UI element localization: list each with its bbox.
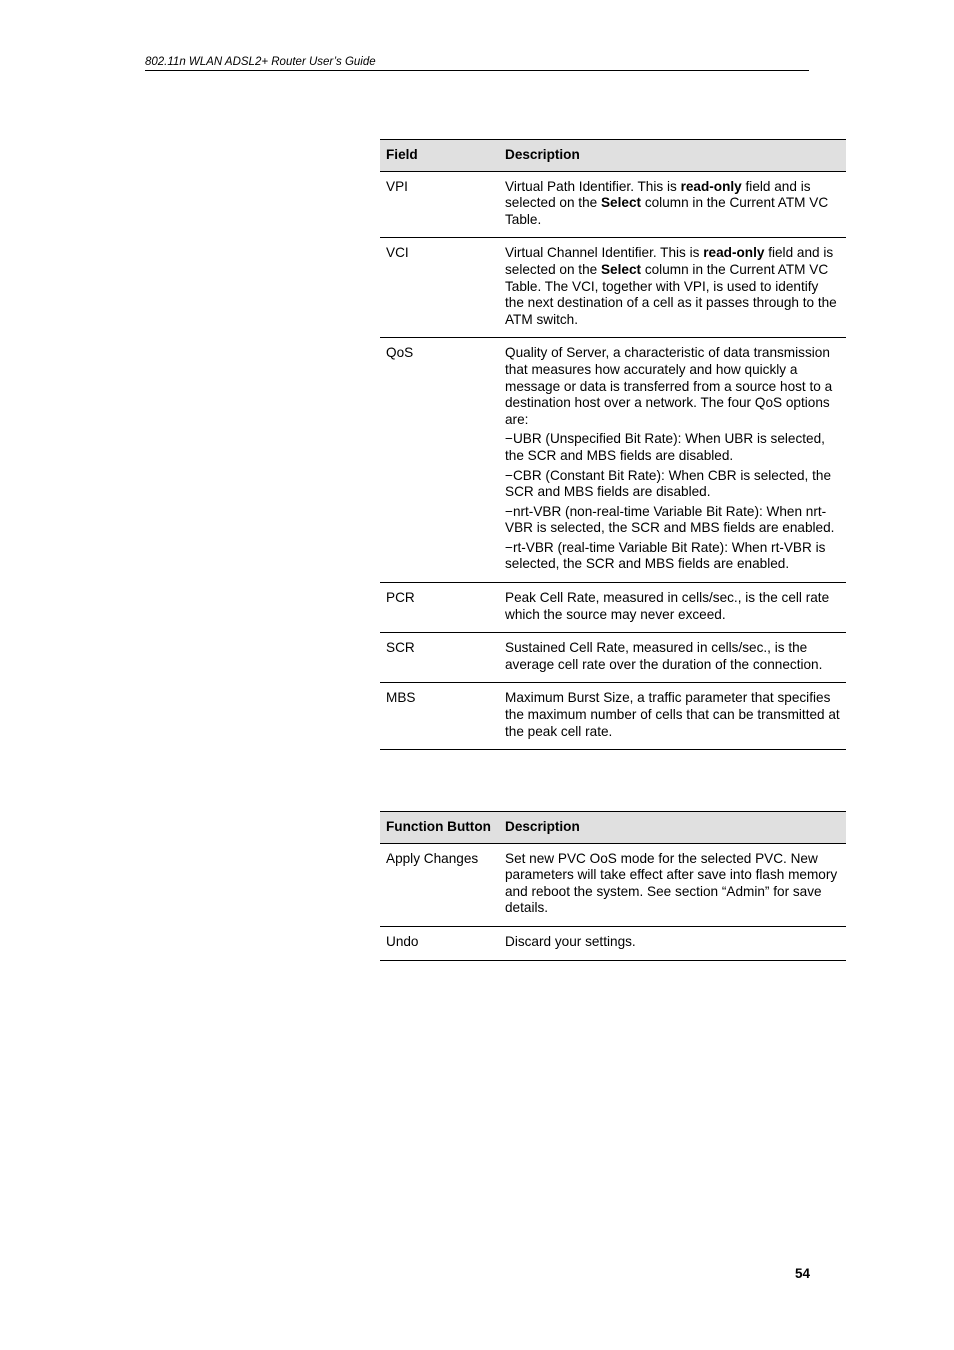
description-paragraph: Peak Cell Rate, measured in cells/sec., is the cell rate which the source may never exceed.: [505, 590, 830, 622]
field-name-cell: VCI: [380, 238, 499, 338]
bold-term: Select: [600, 261, 642, 277]
field-description-table: [380, 139, 846, 750]
table-row: [380, 843, 846, 926]
table-row: [380, 633, 846, 683]
table-row: [380, 583, 846, 633]
column-header-field: Field: [380, 140, 499, 172]
description-paragraph: Maximum Burst Size, a traffic parameter that specifies the maximum number of cells that can be transmitted at the peak cell rate.: [505, 690, 840, 739]
field-name-cell: Apply Changes: [380, 843, 499, 926]
description-cell: [499, 926, 846, 960]
table-row: [380, 238, 846, 338]
description-cell: [499, 683, 846, 750]
description-cell: [499, 633, 846, 683]
page-number: 54: [794, 1266, 810, 1281]
description-text: column in the Current ATM VC Table. The VCI, together with VPI, is used to identify the next destination of a cell as it passes through to the ATM switch.: [505, 261, 837, 327]
field-name-cell: Undo: [380, 926, 499, 960]
description-cell: [499, 338, 846, 583]
table-row: [380, 338, 846, 583]
description-cell: [499, 843, 846, 926]
bold-term: Select: [600, 195, 642, 211]
description-text: Virtual Channel Identifier. This is: [505, 245, 704, 261]
field-name-cell: MBS: [380, 683, 499, 750]
description-text: field and is selected on the: [505, 245, 834, 277]
table-header-row: [380, 812, 846, 844]
column-header-description: Description: [499, 140, 846, 172]
column-header-function-button: Function Button: [380, 812, 499, 844]
description-paragraph: Quality of Server, a characteristic of data transmission that measures how accurately and how quickly a message or data is transferred from a source host to a destination host over a network. The four QoS options are:: [505, 345, 833, 427]
table-row: [380, 926, 846, 960]
function-button-table: [380, 811, 846, 961]
description-text: column in the Current ATM VC Table.: [505, 195, 829, 227]
field-name-cell: VPI: [380, 171, 499, 238]
description-cell: [499, 238, 846, 338]
description-paragraph: −UBR (Unspecified Bit Rate): When UBR is selected, the SCR and MBS fields are disabled.: [505, 431, 825, 463]
description-paragraph: Sustained Cell Rate, measured in cells/sec., is the average cell rate over the duration of the connection.: [505, 640, 823, 672]
description-paragraph: [505, 179, 840, 229]
field-name-cell: SCR: [380, 633, 499, 683]
field-name-cell: QoS: [380, 338, 499, 583]
description-cell: [499, 583, 846, 633]
description-text: Virtual Path Identifier. This is: [505, 178, 681, 194]
field-name-cell: PCR: [380, 583, 499, 633]
description-cell: [499, 171, 846, 238]
description-paragraph: Set new PVC OoS mode for the selected PVC. New parameters will take effect after save into flash memory and reboot the system. See section “Admin” for save details.: [505, 850, 838, 916]
bold-term: read-only: [680, 178, 742, 194]
table-row: [380, 171, 846, 238]
bold-term: read-only: [703, 245, 765, 261]
description-paragraph: Discard your settings.: [505, 933, 636, 949]
running-header: 802.11n WLAN ADSL2+ Router User’s Guide: [145, 56, 809, 71]
table-row: [380, 683, 846, 750]
description-text: field and is selected on the: [505, 178, 811, 211]
description-paragraph: −nrt-VBR (non-real-time Variable Bit Rate): When nrt-VBR is selected, the SCR and MBS fields are enabled.: [505, 503, 835, 536]
table-header-row: [380, 140, 846, 172]
description-paragraph: −CBR (Constant Bit Rate): When CBR is selected, the SCR and MBS fields are disabled.: [505, 467, 832, 500]
column-header-description: Description: [499, 812, 846, 844]
description-paragraph: −rt-VBR (real-time Variable Bit Rate): When rt-VBR is selected, the SCR and MBS fields are enabled.: [505, 539, 826, 572]
description-paragraph: [505, 245, 840, 328]
